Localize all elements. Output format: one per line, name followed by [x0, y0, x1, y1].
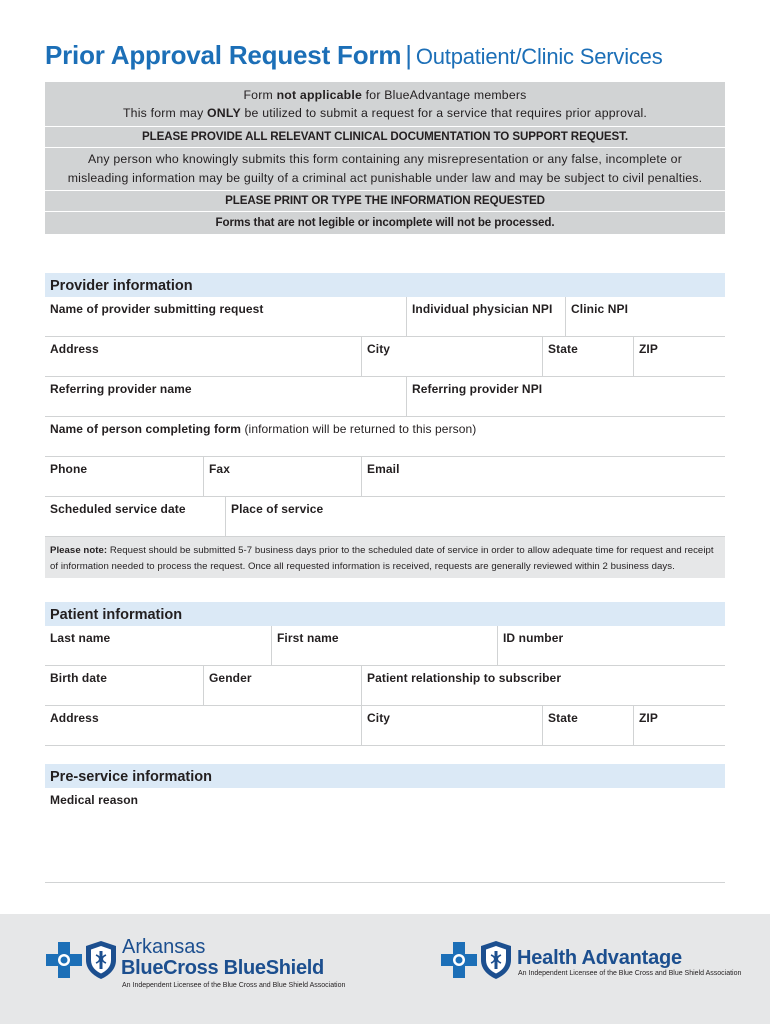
health-advantage-name: Health Advantage [517, 947, 682, 969]
abcbs-licensee-text: An Independent Licensee of the Blue Cross and Blue Shield Association [122, 982, 346, 989]
title-main: Prior Approval Request Form [45, 40, 402, 70]
phone-field[interactable]: Phone [50, 462, 88, 476]
clinic-npi-field[interactable]: Clinic NPI [565, 297, 725, 336]
notice-documentation: PLEASE PROVIDE ALL RELEVANT CLINICAL DOCUMENTATION TO SUPPORT REQUEST. [142, 130, 628, 143]
provider-name-field[interactable]: Name of provider submitting request [50, 302, 264, 316]
notice-line-2: This form may ONLY be utilized to submit a request for a service that requires prior approval. [122, 106, 648, 120]
provider-city-field[interactable]: City [361, 337, 542, 376]
blue-shield-logo-icon [84, 940, 118, 980]
ha-blue-cross-logo-icon [440, 941, 478, 979]
notice-box [45, 82, 725, 234]
provider-row-5 [45, 457, 725, 497]
patient-city-field[interactable]: City [361, 706, 542, 745]
referring-npi-field[interactable]: Referring provider NPI [406, 377, 725, 416]
ha-licensee-text: An Independent Licensee of the Blue Cross and Blue Shield Association [518, 970, 742, 977]
title-separator: | [405, 40, 412, 70]
notice-penalty: Any person who knowingly submits this form containing any misrepresentation or any false, incomplete or misleading information may be guilty of a criminal act punishable under law and may be subject to civil penalties. [67, 152, 703, 185]
provider-heading: Provider information [45, 273, 725, 297]
page-title [45, 40, 663, 71]
scheduled-date-field[interactable]: Scheduled service date [50, 502, 186, 516]
birth-date-field[interactable]: Birth date [50, 671, 108, 685]
provider-section [45, 273, 725, 578]
patient-section [45, 602, 725, 746]
notice-print: PLEASE PRINT OR TYPE THE INFORMATION REQUESTED [225, 194, 545, 207]
place-of-service-field[interactable]: Place of service [225, 497, 725, 536]
notice-line-1: Form not applicable for BlueAdvantage members [243, 88, 527, 102]
blue-cross-logo-icon [45, 941, 83, 979]
person-completing-field[interactable]: Name of person completing form (information will be returned to this person) [50, 422, 477, 436]
id-number-field[interactable]: ID number [497, 626, 725, 665]
referring-name-field[interactable]: Referring provider name [50, 382, 192, 396]
preservice-heading: Pre-service information [45, 764, 725, 788]
patient-heading: Patient information [45, 602, 725, 626]
patient-row-2 [45, 666, 725, 706]
abcbs-brand-name: BlueCross BlueShield [121, 957, 324, 979]
last-name-field[interactable]: Last name [50, 631, 111, 645]
provider-row-1 [45, 297, 725, 337]
email-field[interactable]: Email [361, 457, 725, 496]
provider-row-2 [45, 337, 725, 377]
relationship-field[interactable]: Patient relationship to subscriber [361, 666, 725, 705]
provider-zip-field[interactable]: ZIP [633, 337, 725, 376]
patient-state-field[interactable]: State [542, 706, 633, 745]
patient-row-3 [45, 706, 725, 746]
first-name-field[interactable]: First name [271, 626, 497, 665]
notice-legible: Forms that are not legible or incomplete will not be processed. [215, 216, 555, 229]
provider-state-field[interactable]: State [542, 337, 633, 376]
abcbs-state-name: Arkansas [122, 936, 206, 958]
gender-field[interactable]: Gender [203, 666, 361, 705]
provider-row-6 [45, 497, 725, 537]
patient-zip-field[interactable]: ZIP [633, 706, 725, 745]
submission-note: Please note: Request should be submitted 5-7 business days prior to the scheduled date of service in order to allow adequate time for request and receipt of information needed to process the request. Once all requested information is received, requests are generally reviewed within 2 business days. [45, 537, 725, 578]
provider-row-3 [45, 377, 725, 417]
title-subtitle: Outpatient/Clinic Services [415, 44, 663, 69]
individual-npi-field[interactable]: Individual physician NPI [406, 297, 565, 336]
medical-reason-field[interactable]: Medical reason [45, 788, 725, 883]
patient-row-1 [45, 626, 725, 666]
ha-blue-shield-logo-icon [479, 940, 513, 980]
provider-address-field[interactable]: Address [50, 342, 99, 356]
patient-address-field[interactable]: Address [50, 711, 99, 725]
provider-row-4 [45, 417, 725, 457]
fax-field[interactable]: Fax [203, 457, 361, 496]
preservice-section [45, 764, 725, 883]
